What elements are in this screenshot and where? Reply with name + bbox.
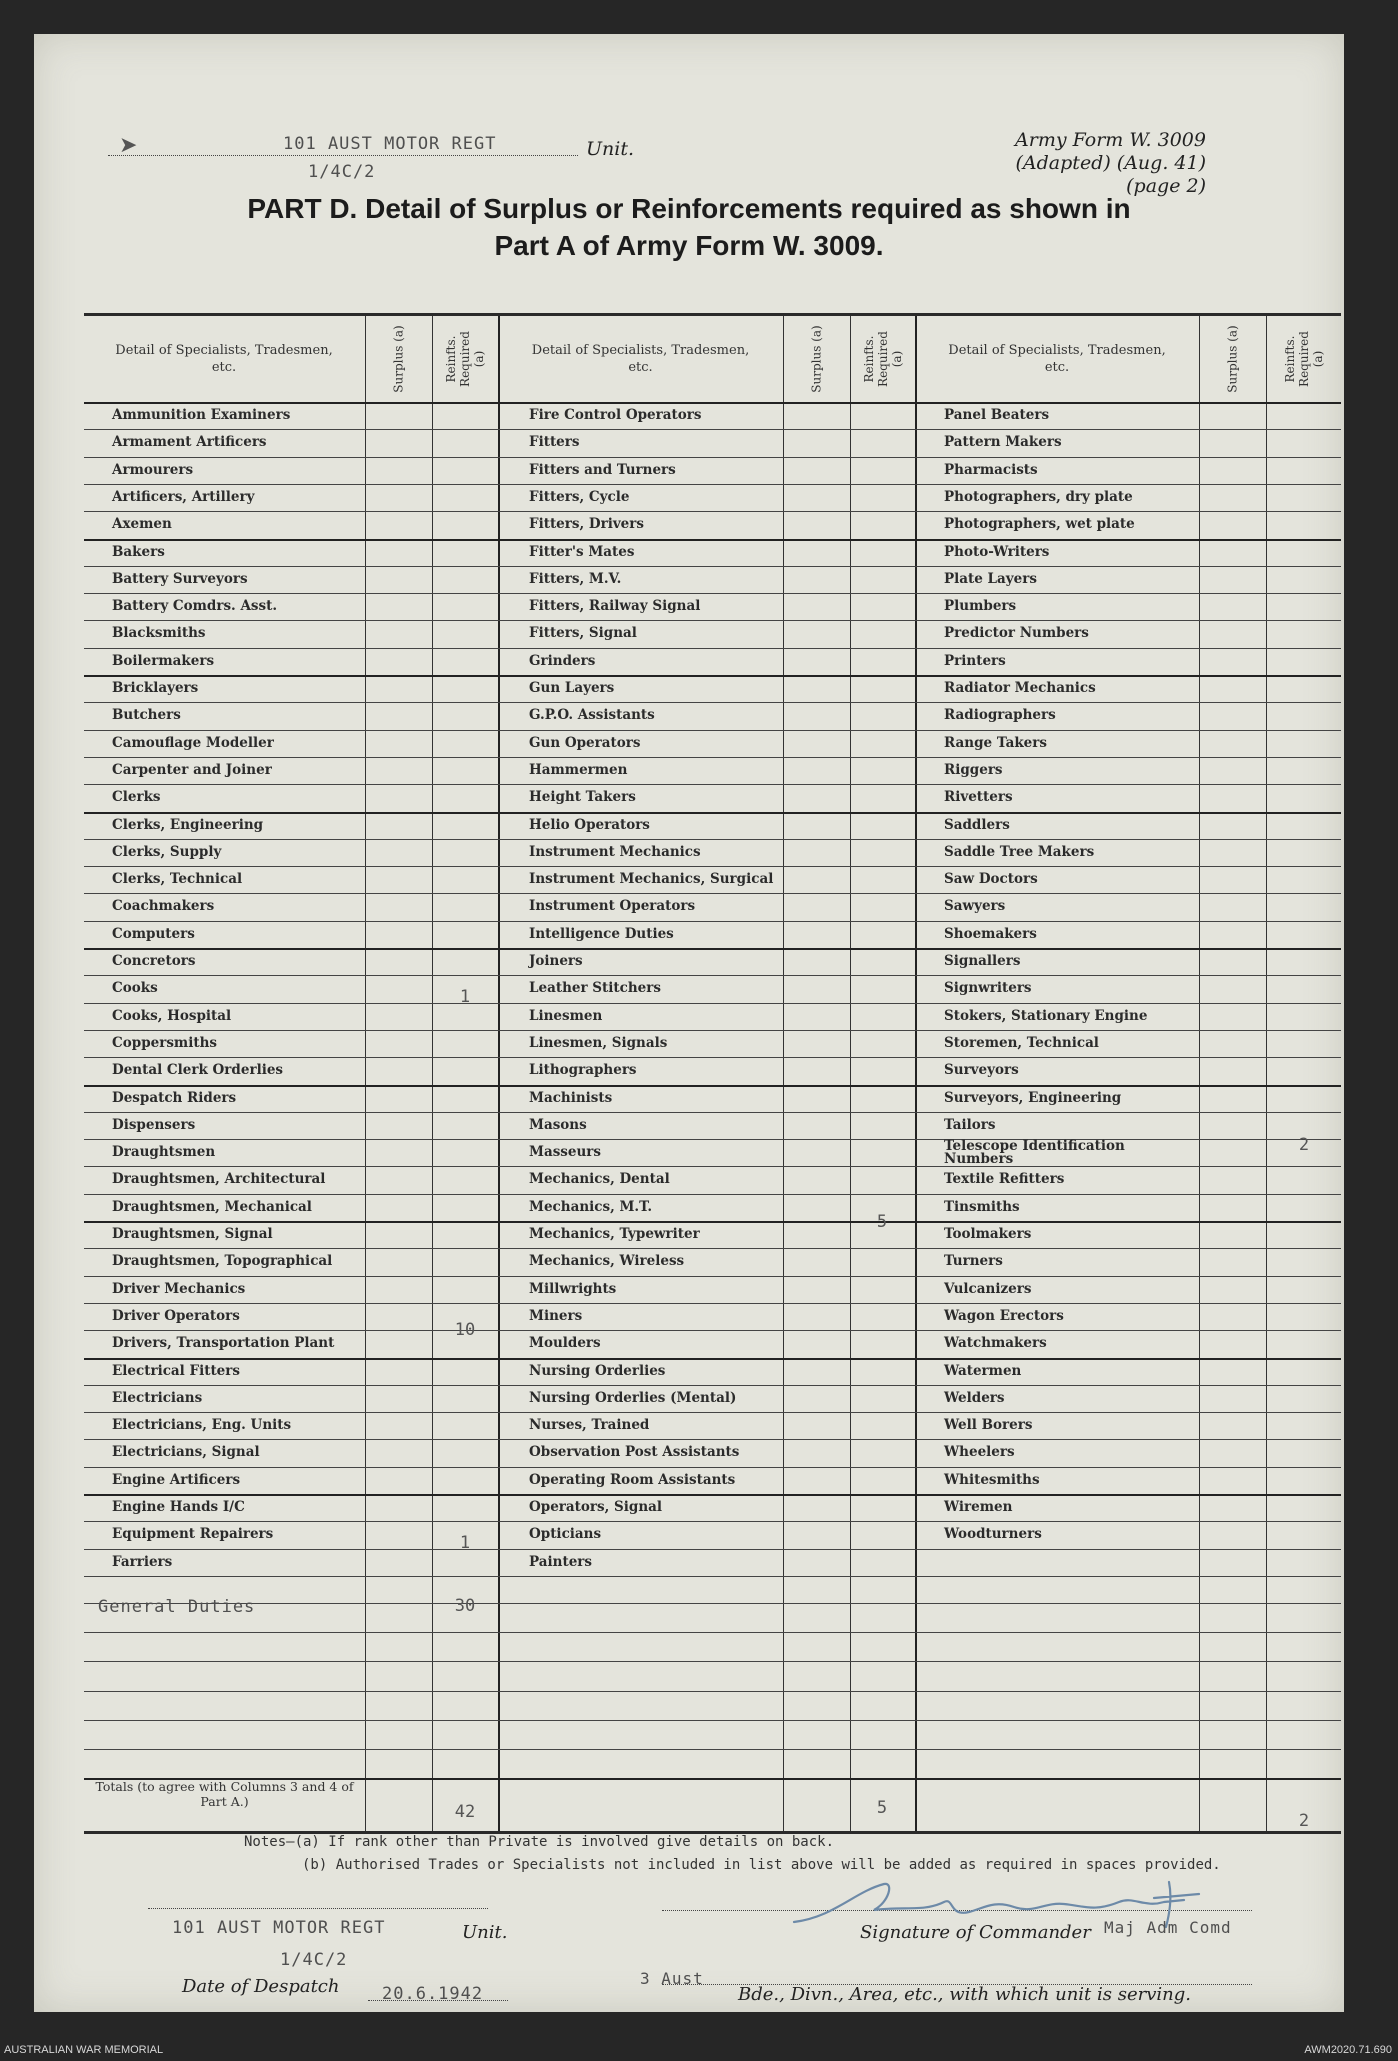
list-item: Well Borers <box>944 1417 1033 1434</box>
list-item: Clerks, Supply <box>112 843 222 860</box>
signature-label: Signature of Commander <box>860 1922 1091 1943</box>
list-item: Axemen <box>112 516 172 533</box>
list-item: Predictor Numbers <box>944 625 1089 642</box>
list-item: Engine Artificers <box>112 1471 241 1488</box>
footer-unit-code: 1/4C/2 <box>280 1950 348 1970</box>
list-item: Armourers <box>112 461 194 478</box>
list-item: Fitters <box>529 434 580 451</box>
list-item: Cooks, Hospital <box>112 1007 232 1024</box>
archive-label-right: AWM2020.71.690 <box>1304 2044 1392 2056</box>
list-item: Riggers <box>944 761 1003 778</box>
row-line <box>84 1494 1341 1496</box>
bde-typed: 3 Aust <box>640 1969 704 1988</box>
list-item: Artificers, Artillery <box>112 488 255 505</box>
blank-row-line <box>84 1632 1341 1633</box>
header-reinfts-1: Reinfts. Required (a) <box>444 331 486 387</box>
date-typed: 20.6.1942 <box>382 1984 484 2004</box>
row-line <box>84 1221 1341 1223</box>
row-line <box>84 566 1341 567</box>
list-item: Watchmakers <box>944 1335 1047 1352</box>
list-item: Fitters, Cycle <box>529 488 630 505</box>
entry-equipment-repairers: 1 <box>459 1533 471 1553</box>
list-item: Whitesmiths <box>944 1471 1040 1488</box>
list-item: Despatch Riders <box>112 1089 237 1106</box>
row-line <box>84 1603 1341 1604</box>
list-item: Coppersmiths <box>112 1034 217 1051</box>
list-item: Pharmacists <box>944 461 1038 478</box>
total-col3: 2 <box>1298 1811 1310 1831</box>
entry-mechanics-mt: 5 <box>876 1212 888 1232</box>
header-surplus-2: Surplus (a) <box>809 325 824 393</box>
row-line <box>84 1085 1341 1087</box>
row-line <box>84 1248 1341 1249</box>
form-title-line1: PART D. Detail of Surplus or Reinforcements required as shown in <box>247 193 1131 224</box>
list-item: Dental Clerk Orderlies <box>112 1062 284 1079</box>
row-line <box>84 839 1341 840</box>
list-item: Turners <box>944 1253 1003 1270</box>
blank-row-line <box>84 1749 1341 1750</box>
specialists-table <box>84 313 1341 1834</box>
list-item: Engine Hands I/C <box>112 1499 245 1515</box>
list-item: Fitters and Turners <box>529 461 676 478</box>
row-line <box>84 975 1341 976</box>
list-item: Woodturners <box>944 1526 1042 1543</box>
row-line <box>84 1330 1341 1331</box>
list-item: Panel Beaters <box>944 407 1050 423</box>
form-ref-line2: (Adapted) (Aug. 41) <box>1015 152 1206 174</box>
list-item: Boilermakers <box>112 652 215 669</box>
list-item: Watermen <box>944 1362 1022 1379</box>
list-item: Mechanics, Wireless <box>529 1253 685 1270</box>
list-item: Opticians <box>529 1526 602 1543</box>
arrow-mark-icon: ➤ <box>119 133 138 158</box>
footer-unit-typed: 101 AUST MOTOR REGT <box>172 1918 386 1938</box>
general-duties-typed: General Duties <box>98 1597 256 1617</box>
header-detail-3: Detail of Specialists, Tradesmen, etc. <box>948 343 1166 375</box>
list-item: Plumbers <box>944 598 1017 615</box>
row-line <box>84 484 1341 485</box>
list-item: Dispensers <box>112 1116 196 1133</box>
row-line <box>84 1057 1341 1058</box>
list-item: Stokers, Stationary Engine <box>944 1007 1148 1024</box>
list-item: Draughtsmen, Mechanical <box>112 1198 312 1215</box>
list-item: Signwriters <box>944 980 1032 997</box>
header-detail-1: Detail of Specialists, Tradesmen, etc. <box>115 343 333 375</box>
unit-code-typed: 1/4C/2 <box>308 162 376 182</box>
list-item: Draughtsmen, Signal <box>112 1226 273 1242</box>
list-item: Fitters, Drivers <box>529 516 644 533</box>
list-item: Joiners <box>529 953 583 969</box>
header-reinfts-3: Reinfts. Required (a) <box>1282 331 1325 387</box>
row-line <box>84 1576 1341 1577</box>
row-line <box>84 1385 1341 1386</box>
header-surplus-3: Surplus (a) <box>1225 325 1240 393</box>
row-line <box>84 1549 1341 1550</box>
list-item: Machinists <box>529 1089 613 1106</box>
list-item: Textile Refitters <box>944 1171 1065 1188</box>
list-item: Battery Surveyors <box>112 570 248 587</box>
totals-label: Totals (to agree with Columns 3 and 4 of Part A.) <box>95 1779 354 1809</box>
list-item: Range Takers <box>944 734 1047 751</box>
row-line <box>84 1003 1341 1004</box>
list-item: Coachmakers <box>112 898 215 915</box>
list-item: Telescope Identification Numbers <box>944 1138 1125 1168</box>
list-item: Draughtsmen, Architectural <box>112 1171 326 1188</box>
total-col1: 42 <box>454 1802 476 1822</box>
list-item: Fire Control Operators <box>529 407 702 423</box>
row-line <box>84 1112 1341 1113</box>
list-item: Masseurs <box>529 1144 602 1161</box>
list-item: Electrical Fitters <box>112 1362 240 1379</box>
list-item: Surveyors, Engineering <box>944 1089 1122 1106</box>
list-item: Wiremen <box>944 1499 1013 1515</box>
list-item: Plate Layers <box>944 570 1037 587</box>
form-reference <box>1015 129 1206 198</box>
list-item: Bakers <box>112 543 165 560</box>
row-line <box>84 457 1341 458</box>
list-item: Photographers, wet plate <box>944 516 1135 533</box>
list-item: Gun Layers <box>529 680 615 696</box>
list-item: Computers <box>112 925 195 942</box>
list-item: Driver Mechanics <box>112 1280 246 1297</box>
row-line <box>84 620 1341 621</box>
archive-label-left: AUSTRALIAN WAR MEMORIAL <box>4 2044 164 2056</box>
list-item: Carpenter and Joiner <box>112 761 272 778</box>
list-item: Camouflage Modeller <box>112 734 274 751</box>
form-ref-line1: Army Form W. 3009 <box>1015 129 1206 151</box>
list-item: Driver Operators <box>112 1307 240 1324</box>
unit-label: Unit. <box>586 138 635 160</box>
list-item: Fitter's Mates <box>529 543 635 560</box>
list-item: Bricklayers <box>112 680 199 696</box>
row-line <box>84 648 1341 649</box>
form-title-line2: Part A of Army Form W. 3009. <box>494 230 884 261</box>
list-item: Vulcanizers <box>944 1280 1032 1297</box>
list-item: Nurses, Trained <box>529 1417 650 1434</box>
list-item: Mechanics, M.T. <box>529 1198 653 1215</box>
list-item: Grinders <box>529 652 596 669</box>
list-item: Signallers <box>944 953 1021 969</box>
list-item: Hammermen <box>529 761 628 778</box>
row-line <box>84 429 1341 430</box>
list-item: Painters <box>529 1553 593 1570</box>
list-item: Tinsmiths <box>944 1198 1020 1215</box>
row-line <box>84 539 1341 541</box>
entry-cooks: 1 <box>459 987 471 1007</box>
list-item: Instrument Mechanics, Surgical <box>529 871 774 888</box>
bde-label: Bde., Divn., Area, etc., with which unit is serving. <box>738 1984 1191 2005</box>
unit-typed: 101 AUST MOTOR REGT <box>283 134 497 154</box>
row-line <box>84 921 1341 922</box>
header-detail-2: Detail of Specialists, Tradesmen, etc. <box>531 343 750 375</box>
list-item: Storemen, Technical <box>944 1034 1099 1051</box>
total-col2: 5 <box>876 1798 888 1818</box>
list-item: Electricians, Eng. Units <box>112 1417 292 1434</box>
list-item: Clerks, Technical <box>112 871 243 888</box>
row-line <box>84 1521 1341 1522</box>
header-reinfts-2: Reinfts. Required (a) <box>861 331 904 387</box>
list-item: Operating Room Assistants <box>529 1471 736 1488</box>
footer-unit-line <box>148 1908 488 1909</box>
list-item: Photo-Writers <box>944 543 1050 560</box>
list-item: Instrument Operators <box>529 898 696 915</box>
blank-row-line <box>84 1720 1341 1721</box>
list-item: Leather Stitchers <box>529 980 661 997</box>
list-item: Equipment Repairers <box>112 1526 274 1543</box>
row-line <box>84 1166 1341 1167</box>
note-a: Notes—(a) If rank other than Private is involved give details on back. <box>244 1834 835 1850</box>
note-b: (b) Authorised Trades or Specialists not included in list above will be added as required in spaces provided. <box>302 1857 1221 1873</box>
list-item: Cooks <box>112 980 158 997</box>
blank-row-line <box>84 1691 1341 1692</box>
list-item: Electricians <box>112 1389 203 1406</box>
list-item: Clerks, Engineering <box>112 816 264 833</box>
footer-unit-label: Unit. <box>462 1922 508 1943</box>
row-line <box>84 812 1341 814</box>
list-item: Instrument Mechanics <box>529 843 701 860</box>
row-line <box>84 402 1341 404</box>
list-item: Observation Post Assistants <box>529 1444 740 1461</box>
list-item: Mechanics, Typewriter <box>529 1226 700 1242</box>
row-line <box>84 511 1341 512</box>
list-item: Rivetters <box>944 789 1013 806</box>
list-item: Pattern Makers <box>944 434 1062 451</box>
list-item: Nursing Orderlies (Mental) <box>529 1389 737 1406</box>
list-item: Fitters, M.V. <box>529 570 622 587</box>
list-item: Printers <box>944 652 1006 669</box>
list-item: Fitters, Signal <box>529 625 637 642</box>
form-ref-line3: (page 2) <box>1126 175 1206 197</box>
list-item: Gun Operators <box>529 734 641 751</box>
list-item: Drivers, Transportation Plant <box>112 1335 335 1352</box>
list-item: Ammunition Examiners <box>112 407 291 423</box>
row-line <box>84 948 1341 950</box>
list-item: Sawyers <box>944 898 1006 915</box>
list-item: Mechanics, Dental <box>529 1171 670 1188</box>
list-item: G.P.O. Assistants <box>529 707 655 724</box>
row-line <box>84 893 1341 894</box>
list-item: Butchers <box>112 707 181 724</box>
row-line <box>84 1194 1341 1195</box>
row-line <box>84 1139 1341 1140</box>
list-item: Height Takers <box>529 789 636 806</box>
row-line <box>84 1276 1341 1277</box>
row-line <box>84 784 1341 785</box>
list-item: Electricians, Signal <box>112 1444 260 1461</box>
entry-general-duties: 30 <box>454 1596 476 1616</box>
list-item: Lithographers <box>529 1062 637 1079</box>
list-item: Battery Comdrs. Asst. <box>112 598 278 615</box>
row-line <box>84 1467 1341 1468</box>
row-line <box>84 1303 1341 1304</box>
list-item: Radiographers <box>944 707 1056 724</box>
row-line <box>84 866 1341 867</box>
list-item: Draughtsmen, Topographical <box>112 1253 333 1270</box>
list-item: Radiator Mechanics <box>944 680 1096 696</box>
list-item: Nursing Orderlies <box>529 1362 666 1379</box>
list-item: Photographers, dry plate <box>944 488 1133 505</box>
list-item: Shoemakers <box>944 925 1037 942</box>
form-sheet <box>34 34 1344 2012</box>
row-line <box>84 757 1341 758</box>
row-line <box>84 593 1341 594</box>
list-item: Surveyors <box>944 1062 1019 1079</box>
list-item: Helio Operators <box>529 816 650 833</box>
row-line <box>84 1358 1341 1360</box>
row-line <box>84 675 1341 677</box>
header-surplus-1: Surplus (a) <box>391 325 406 393</box>
date-of-despatch-label: Date of Despatch <box>182 1976 340 1997</box>
list-item: Draughtsmen <box>112 1144 216 1161</box>
entry-driver-operators: 10 <box>454 1320 476 1340</box>
list-item: Linesmen <box>529 1007 603 1024</box>
blank-row-line <box>84 1661 1341 1662</box>
list-item: Tailors <box>944 1116 996 1133</box>
list-item: Saddlers <box>944 816 1010 833</box>
list-item: Saddle Tree Makers <box>944 843 1095 860</box>
unit-line <box>108 155 578 156</box>
list-item: Linesmen, Signals <box>529 1034 668 1051</box>
list-item: Operators, Signal <box>529 1499 663 1515</box>
signature-typed: Maj Adm Comd <box>1104 1918 1232 1937</box>
row-line <box>84 1439 1341 1440</box>
list-item: Moulders <box>529 1335 601 1352</box>
list-item: Blacksmiths <box>112 625 206 642</box>
row-line <box>84 1030 1341 1031</box>
list-item: Saw Doctors <box>944 871 1038 888</box>
list-item: Wheelers <box>944 1444 1015 1461</box>
row-line <box>84 1412 1341 1413</box>
list-item: Clerks <box>112 789 161 806</box>
list-item: Armament Artificers <box>112 434 267 451</box>
entry-telescope-identification: 2 <box>1298 1135 1310 1155</box>
list-item: Masons <box>529 1116 587 1133</box>
list-item: Toolmakers <box>944 1226 1032 1242</box>
list-item: Concretors <box>112 953 196 969</box>
row-line <box>84 702 1341 703</box>
list-item: Fitters, Railway Signal <box>529 598 701 615</box>
list-item: Wagon Erectors <box>944 1307 1064 1324</box>
list-item: Farriers <box>112 1553 173 1570</box>
row-line <box>84 730 1341 731</box>
list-item: Intelligence Duties <box>529 925 674 942</box>
list-item: Miners <box>529 1307 583 1324</box>
list-item: Millwrights <box>529 1280 617 1297</box>
list-item: Welders <box>944 1389 1005 1406</box>
